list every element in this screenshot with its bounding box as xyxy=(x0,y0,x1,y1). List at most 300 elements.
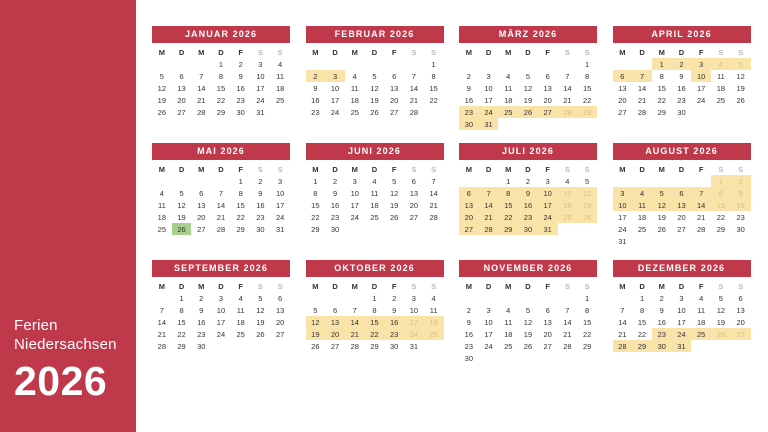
week-row xyxy=(306,328,444,340)
day-cell: 8 xyxy=(711,187,731,199)
day-cell: 24 xyxy=(275,212,285,222)
day-cell: 3 xyxy=(325,70,345,82)
day-cell-empty xyxy=(345,58,365,70)
day-cell: 19 xyxy=(577,199,597,211)
day-cell: 27 xyxy=(538,106,558,118)
weekday-header-cell: D xyxy=(178,164,185,174)
day-cell-empty xyxy=(172,58,192,70)
week-row xyxy=(459,223,597,235)
day-cell: 20 xyxy=(177,95,186,105)
weekday-header-cell: M xyxy=(198,281,205,291)
day-cell-empty xyxy=(711,106,731,118)
weekday-header-row xyxy=(459,163,597,175)
day-cell: 25 xyxy=(424,328,444,340)
day-cell: 30 xyxy=(236,107,245,117)
day-cell: 6 xyxy=(613,70,633,82)
weekday-header-cell: D xyxy=(639,281,645,291)
day-cell-empty xyxy=(384,58,404,70)
day-cell: 16 xyxy=(731,199,751,211)
day-cell: 5 xyxy=(585,176,590,186)
month-table xyxy=(613,163,751,247)
day-cell: 17 xyxy=(696,83,706,93)
day-cell: 5 xyxy=(159,71,164,81)
day-cell: 27 xyxy=(330,341,340,351)
day-cell-empty xyxy=(270,106,290,118)
day-cell: 19 xyxy=(389,200,399,210)
day-cell: 18 xyxy=(157,212,167,222)
day-cell-empty xyxy=(691,175,711,187)
day-cell: 18 xyxy=(424,316,444,328)
weekday-header-cell: M xyxy=(351,164,358,174)
day-cell: 14 xyxy=(429,188,438,198)
day-cell: 8 xyxy=(313,188,318,198)
day-cell: 26 xyxy=(736,95,745,105)
day-cell: 19 xyxy=(306,328,326,340)
weekday-header-row xyxy=(152,163,290,175)
weekday-header-cell: D xyxy=(525,281,531,291)
month-title: JULI 2026 xyxy=(459,143,597,160)
day-cell: 13 xyxy=(275,305,285,315)
day-cell: 20 xyxy=(736,317,745,327)
day-cell-empty xyxy=(558,352,578,364)
day-cell: 12 xyxy=(523,317,533,327)
day-cell-empty xyxy=(577,223,597,235)
day-cell: 8 xyxy=(639,305,645,315)
day-cell: 4 xyxy=(632,187,652,199)
day-cell: 5 xyxy=(525,71,531,81)
day-cell: 12 xyxy=(157,83,167,93)
day-cell: 26 xyxy=(523,341,533,351)
week-row xyxy=(152,340,290,352)
sidebar-panel xyxy=(0,0,136,432)
day-cell: 7 xyxy=(632,70,652,82)
day-cell: 3 xyxy=(258,59,263,69)
weekday-header-cell: F xyxy=(391,47,397,57)
day-cell: 9 xyxy=(659,305,664,315)
weekday-header-cell: S xyxy=(411,47,417,57)
day-cell-empty xyxy=(306,292,326,304)
weekday-header-cell: F xyxy=(238,164,243,174)
day-cell: 15 xyxy=(365,316,385,328)
day-cell: 10 xyxy=(677,305,686,315)
day-cell: 17 xyxy=(538,199,558,211)
day-cell: 27 xyxy=(731,328,751,340)
day-cell: 2 xyxy=(672,58,692,70)
day-cell: 10 xyxy=(691,70,711,82)
weekday-header-cell: D xyxy=(639,164,645,174)
day-cell: 15 xyxy=(311,200,320,210)
day-cell: 1 xyxy=(372,293,377,303)
month-title: MÄRZ 2026 xyxy=(459,26,597,43)
day-cell: 12 xyxy=(523,83,533,93)
month-table xyxy=(459,280,597,364)
week-row xyxy=(152,70,290,82)
month-block xyxy=(152,26,290,130)
day-cell: 7 xyxy=(479,187,499,199)
day-cell-empty xyxy=(404,223,424,235)
day-cell: 6 xyxy=(392,71,397,81)
day-cell: 18 xyxy=(350,95,359,105)
weekday-header-cell: D xyxy=(178,281,185,291)
weekday-header-cell: D xyxy=(178,47,185,57)
day-cell: 4 xyxy=(711,58,731,70)
day-cell: 17 xyxy=(256,83,265,93)
day-cell: 26 xyxy=(311,341,320,351)
day-cell: 12 xyxy=(652,199,672,211)
weekday-header-cell: M xyxy=(505,47,512,57)
weekday-header-cell: D xyxy=(639,47,645,57)
day-cell: 25 xyxy=(275,95,285,105)
day-cell-empty xyxy=(365,58,385,70)
day-cell: 7 xyxy=(620,305,625,315)
weekday-header-cell: S xyxy=(277,47,283,57)
day-cell: 5 xyxy=(392,176,397,186)
day-cell: 26 xyxy=(256,329,265,339)
day-cell: 28 xyxy=(637,107,647,117)
day-cell: 26 xyxy=(389,212,399,222)
day-cell: 8 xyxy=(659,71,664,81)
day-cell: 17 xyxy=(404,316,424,328)
week-row xyxy=(613,223,751,235)
day-cell: 14 xyxy=(345,316,365,328)
day-cell-empty xyxy=(518,292,538,304)
weekday-header-cell: D xyxy=(332,164,338,174)
day-cell: 30 xyxy=(652,340,672,352)
weekday-header-cell: F xyxy=(698,47,704,57)
day-cell: 13 xyxy=(543,83,552,93)
day-cell: 23 xyxy=(459,106,479,118)
day-cell-empty xyxy=(251,340,271,352)
day-cell: 15 xyxy=(498,199,518,211)
week-row xyxy=(459,82,597,94)
day-cell: 1 xyxy=(585,59,590,69)
day-cell-empty xyxy=(731,106,751,118)
day-cell: 22 xyxy=(657,95,666,105)
day-cell: 17 xyxy=(484,95,493,105)
month-block xyxy=(459,143,597,247)
day-cell-empty xyxy=(424,340,444,352)
weekday-header-row xyxy=(459,46,597,58)
day-cell-empty xyxy=(632,235,652,247)
day-cell: 1 xyxy=(313,176,318,186)
day-cell: 22 xyxy=(429,95,438,105)
day-cell: 31 xyxy=(409,341,419,351)
day-cell: 3 xyxy=(679,293,684,303)
weekday-header-cell: M xyxy=(465,47,472,57)
day-cell: 3 xyxy=(411,293,416,303)
weekday-header-cell: S xyxy=(431,164,437,174)
day-cell: 9 xyxy=(679,71,684,81)
day-cell: 9 xyxy=(392,305,397,315)
day-cell: 25 xyxy=(558,211,578,223)
day-cell: 8 xyxy=(431,71,436,81)
day-cell: 30 xyxy=(736,224,745,234)
weekday-header-cell: M xyxy=(658,281,665,291)
day-cell: 1 xyxy=(218,59,224,69)
day-cell-empty xyxy=(613,292,633,304)
month-table xyxy=(152,46,290,118)
day-cell: 21 xyxy=(429,200,438,210)
week-row xyxy=(613,187,751,199)
weekday-header-cell: S xyxy=(718,47,724,57)
day-cell: 6 xyxy=(738,293,743,303)
day-cell: 28 xyxy=(696,224,706,234)
sidebar-label-line1: Ferien xyxy=(14,317,58,334)
day-cell: 18 xyxy=(696,317,706,327)
day-cell-empty xyxy=(325,292,345,304)
day-cell: 12 xyxy=(736,71,745,81)
day-cell: 13 xyxy=(672,199,692,211)
day-cell: 20 xyxy=(389,95,399,105)
day-cell: 16 xyxy=(518,199,538,211)
weekday-header-cell: D xyxy=(371,47,378,57)
day-cell: 9 xyxy=(518,187,538,199)
day-cell-empty xyxy=(538,292,558,304)
week-row xyxy=(152,175,290,187)
day-cell: 7 xyxy=(352,305,357,315)
day-cell: 4 xyxy=(238,293,243,303)
day-cell: 16 xyxy=(677,83,686,93)
weekday-header-cell: D xyxy=(218,281,224,291)
day-cell: 14 xyxy=(157,317,167,327)
day-cell: 9 xyxy=(466,317,471,327)
day-cell-empty xyxy=(558,292,578,304)
day-cell: 30 xyxy=(677,107,686,117)
week-row xyxy=(306,94,444,106)
week-row xyxy=(306,223,444,235)
day-cell: 27 xyxy=(677,224,686,234)
month-title: FEBRUAR 2026 xyxy=(306,26,444,43)
day-cell-empty xyxy=(632,175,652,187)
day-cell: 7 xyxy=(691,187,711,199)
day-cell: 13 xyxy=(459,199,479,211)
week-row xyxy=(613,106,751,118)
weekday-header-cell: S xyxy=(564,47,570,57)
day-cell: 12 xyxy=(577,187,597,199)
week-row xyxy=(459,199,597,211)
weekday-header-cell: S xyxy=(718,164,724,174)
day-cell: 20 xyxy=(197,212,206,222)
day-cell: 21 xyxy=(563,329,572,339)
day-cell-empty xyxy=(211,340,231,352)
day-cell: 23 xyxy=(677,95,686,105)
day-cell-empty xyxy=(384,223,404,235)
day-cell: 22 xyxy=(582,95,592,105)
day-cell: 23 xyxy=(652,328,672,340)
week-row xyxy=(459,292,597,304)
weekday-header-cell: M xyxy=(351,281,358,291)
day-cell: 21 xyxy=(345,328,365,340)
day-cell: 8 xyxy=(585,71,590,81)
day-cell: 18 xyxy=(637,212,647,222)
day-cell: 22 xyxy=(236,212,245,222)
day-cell: 6 xyxy=(545,71,550,81)
day-cell-empty xyxy=(459,175,479,187)
day-cell: 9 xyxy=(731,187,751,199)
weekday-header-cell: F xyxy=(238,47,243,57)
week-row xyxy=(613,304,751,316)
day-cell: 22 xyxy=(498,211,518,223)
day-cell: 31 xyxy=(256,107,265,117)
day-cell: 4 xyxy=(506,305,511,315)
day-cell: 13 xyxy=(177,83,186,93)
day-cell-empty xyxy=(231,340,251,352)
week-row xyxy=(613,70,751,82)
day-cell: 27 xyxy=(177,107,186,117)
day-cell: 29 xyxy=(216,107,226,117)
day-cell-empty xyxy=(613,58,633,70)
day-cell: 17 xyxy=(275,200,285,210)
day-cell: 9 xyxy=(466,83,471,93)
month-table xyxy=(613,280,751,352)
week-row xyxy=(152,292,290,304)
day-cell: 14 xyxy=(563,317,572,327)
week-row xyxy=(152,304,290,316)
day-cell-empty xyxy=(538,352,558,364)
day-cell: 20 xyxy=(677,212,686,222)
day-cell: 7 xyxy=(411,71,416,81)
week-row xyxy=(459,328,597,340)
day-cell-empty xyxy=(672,235,692,247)
day-cell: 30 xyxy=(518,223,538,235)
day-cell-empty xyxy=(538,118,558,130)
day-cell: 23 xyxy=(518,211,538,223)
day-cell: 11 xyxy=(504,83,513,93)
day-cell: 16 xyxy=(236,83,245,93)
weekday-header-cell: S xyxy=(257,281,263,291)
day-cell: 11 xyxy=(558,187,578,199)
day-cell: 27 xyxy=(409,212,419,222)
month-table xyxy=(306,280,444,352)
day-cell: 15 xyxy=(236,200,245,210)
day-cell: 25 xyxy=(236,329,245,339)
month-table xyxy=(152,163,290,235)
day-cell: 30 xyxy=(256,224,265,234)
weekday-header-cell: D xyxy=(525,164,531,174)
day-cell-empty xyxy=(632,58,652,70)
day-cell-empty xyxy=(711,235,731,247)
day-cell-empty xyxy=(424,223,444,235)
day-cell: 18 xyxy=(716,83,726,93)
day-cell: 3 xyxy=(218,293,224,303)
weekday-header-row xyxy=(613,280,751,292)
day-cell-empty xyxy=(498,292,518,304)
day-cell: 20 xyxy=(325,328,345,340)
weekday-header-cell: D xyxy=(371,164,378,174)
day-cell: 28 xyxy=(613,340,633,352)
weekday-header-cell: D xyxy=(485,281,492,291)
day-cell-empty xyxy=(652,235,672,247)
week-row xyxy=(152,199,290,211)
day-cell: 3 xyxy=(278,176,283,186)
day-cell: 7 xyxy=(218,188,224,198)
week-row xyxy=(152,223,290,235)
day-cell: 9 xyxy=(199,305,204,315)
day-cell: 5 xyxy=(525,305,531,315)
day-cell: 23 xyxy=(384,328,404,340)
day-cell-empty xyxy=(191,175,211,187)
month-title: MAI 2026 xyxy=(152,143,290,160)
day-cell: 27 xyxy=(197,224,206,234)
weekday-header-cell: S xyxy=(277,281,283,291)
day-cell: 12 xyxy=(389,188,399,198)
day-cell-empty xyxy=(711,340,731,352)
day-cell: 9 xyxy=(313,83,318,93)
day-cell: 18 xyxy=(504,329,513,339)
week-row xyxy=(613,94,751,106)
day-cell: 19 xyxy=(736,83,745,93)
day-cell: 4 xyxy=(159,188,164,198)
day-cell: 16 xyxy=(197,317,206,327)
day-cell: 11 xyxy=(350,83,359,93)
month-table xyxy=(613,46,751,118)
day-cell: 23 xyxy=(330,212,340,222)
day-cell: 29 xyxy=(236,224,245,234)
day-cell: 11 xyxy=(716,71,725,81)
day-cell: 15 xyxy=(657,83,666,93)
day-cell: 1 xyxy=(179,293,184,303)
day-cell: 24 xyxy=(404,328,424,340)
day-cell-empty xyxy=(498,352,518,364)
day-cell-empty xyxy=(152,175,172,187)
day-cell: 18 xyxy=(504,95,513,105)
day-cell: 13 xyxy=(389,83,399,93)
week-row xyxy=(306,340,444,352)
day-cell: 14 xyxy=(479,199,499,211)
day-cell-empty xyxy=(577,352,597,364)
day-cell-empty xyxy=(459,58,479,70)
week-row xyxy=(613,328,751,340)
weekday-header-cell: M xyxy=(198,164,205,174)
day-cell: 15 xyxy=(711,199,731,211)
weekday-header-cell: F xyxy=(545,281,550,291)
weekday-header-cell: M xyxy=(658,164,665,174)
weekday-header-cell: M xyxy=(158,281,165,291)
weekday-header-row xyxy=(306,163,444,175)
day-cell: 31 xyxy=(538,223,558,235)
day-cell: 10 xyxy=(216,305,226,315)
day-cell: 11 xyxy=(697,305,706,315)
weekday-header-cell: F xyxy=(698,164,704,174)
day-cell: 1 xyxy=(639,293,645,303)
day-cell: 2 xyxy=(199,293,204,303)
day-cell: 19 xyxy=(523,95,533,105)
day-cell: 6 xyxy=(278,293,283,303)
weekday-header-row xyxy=(306,280,444,292)
day-cell: 11 xyxy=(632,199,652,211)
week-row xyxy=(613,58,751,70)
day-cell: 7 xyxy=(565,305,570,315)
day-cell: 12 xyxy=(716,305,726,315)
month-title: APRIL 2026 xyxy=(613,26,751,43)
day-cell-empty xyxy=(518,118,538,130)
week-row xyxy=(152,211,290,223)
day-cell: 29 xyxy=(311,224,320,234)
day-cell: 23 xyxy=(256,212,265,222)
day-cell: 17 xyxy=(350,200,359,210)
weekday-header-cell: F xyxy=(698,281,704,291)
day-cell: 22 xyxy=(716,212,726,222)
day-cell-empty xyxy=(538,58,558,70)
weekday-header-cell: D xyxy=(525,47,531,57)
day-cell: 26 xyxy=(518,106,538,118)
weekday-header-cell: M xyxy=(351,47,358,57)
day-cell: 2 xyxy=(258,176,263,186)
day-cell: 2 xyxy=(306,70,326,82)
day-cell: 10 xyxy=(409,305,419,315)
weekday-header-row xyxy=(306,46,444,58)
day-cell: 26 xyxy=(370,107,379,117)
